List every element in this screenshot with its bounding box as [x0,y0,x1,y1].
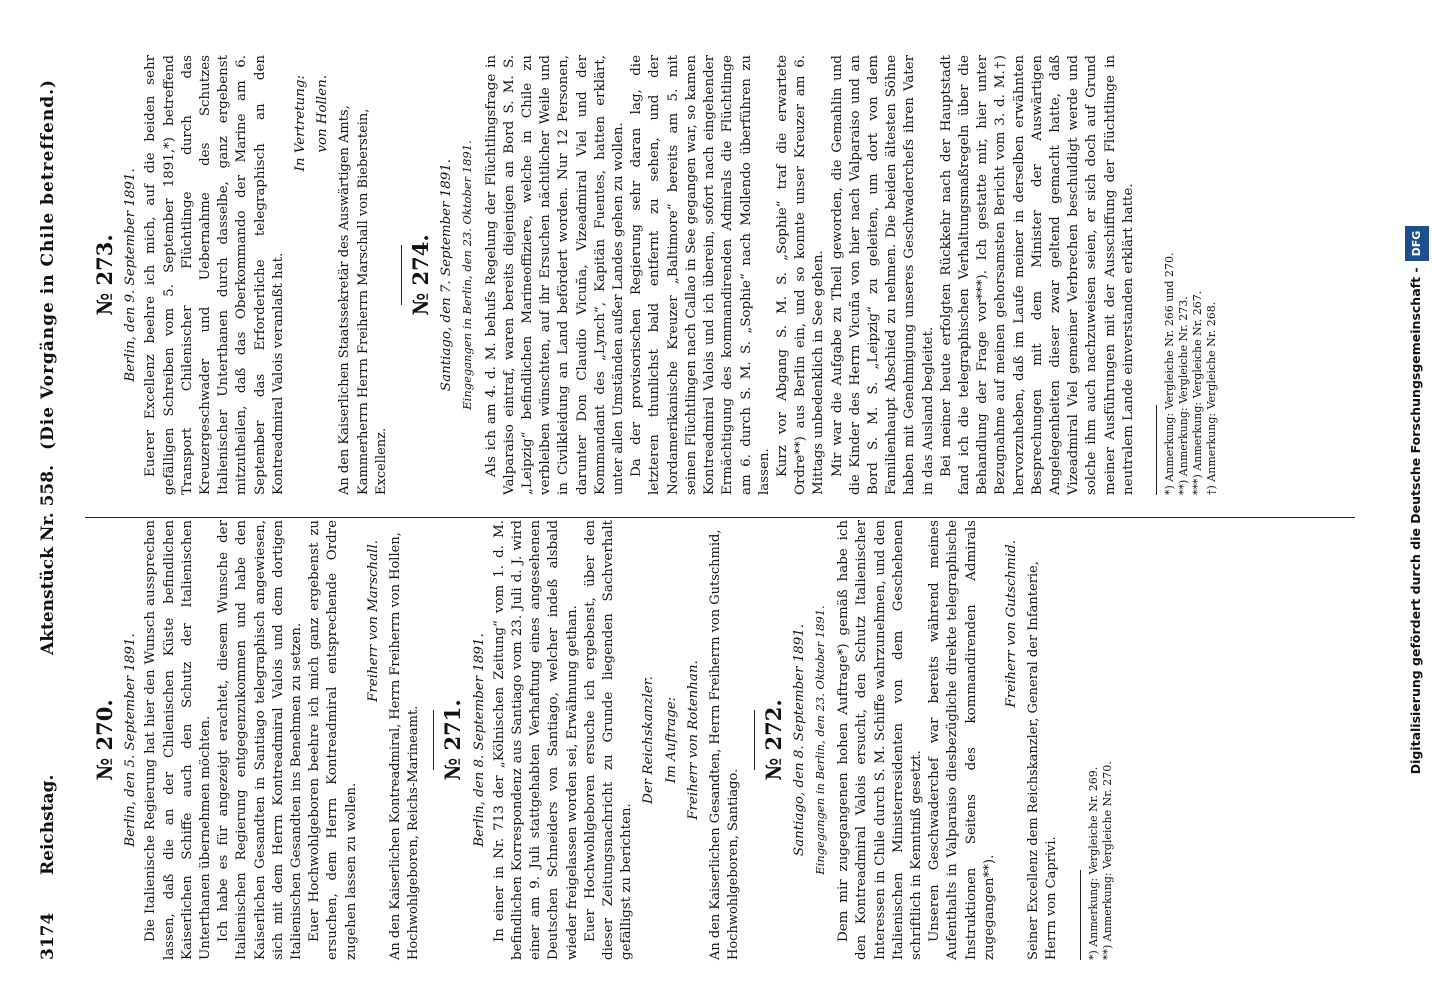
divider [433,710,434,770]
doc-274-paragraph-5: Bei meiner heute erfolgten Rückkehr nach der Hauptstadt fand ich die telegraphischen Verhaltungsmaßregeln über die Behandlung der Frage vor***). Ich gestatte mir, hier unter Bezugnahme auf meinen gehorsamsten Bericht vom 3. d. M.†) hervorzuheben, daß im Laufe meiner in derselben erwähnten Besprechungen mit dem Minister der Auswärtigen Angelegenheiten dieser zwar geltend gemacht hatte, daß Vizeadmiral Viel gemeiner Verbrechen beschuldigt werde und solche ihm auch nachzuweisen seien, er sich doch auf Grund meiner Ausführungen mit der Ausschiffung der Flüchtlinge in neutralem Lande einverstanden erklärt hatte. [938,55,1136,495]
doc-274-footnote-3: ***) Anmerkung: Vergleiche Nr. 267. [1190,290,1204,495]
doc-271-signature-title: Der Reichskanzler. [641,676,657,804]
footnote-divider [1156,405,1157,495]
doc-274-footnote-1: *) Anmerkung: Vergleiche Nr. 266 und 270. [1162,252,1176,495]
doc-273-paragraph-1: Euerer Excellenz beehre ich mich, auf die beiden sehr gefälligen Schreiben vom 5. September 1891,*) betreffend Transport Chilenischer Flüchtlinge durch das Kreuzergeschwader und Uebernahme des Schutzes Italienischer Unterthanen durch dasselbe, ganz ergebenst mitzutheilen, daß das Oberkommando der Marine am 6. September das Erforderliche telegraphisch an den Kontreadmiral Valois veranlaßt hat. [143,55,286,495]
header-reichstag: Reichstag. [38,774,58,875]
doc-270-number: № 270. [92,699,117,781]
doc-273-signature-note: In Vertretung: [293,75,309,172]
doc-270-address: An den Kaiserlichen Kontreadmiral, Herrn Freiherrn von Hollen, Hochwohlgeboren, Reichs-Marineamt. [388,532,422,960]
doc-272-address: Seiner Excellenz dem Reichskanzler, General der Infanterie, Herrn von Caprivi. [1026,561,1060,960]
doc-271-paragraph-1: In einer in Nr. 713 der „Kölnischen Zeitung“ vom 1. d. M. befindlichen Korrespondenz aus Santiago vom 23. Juli d. J. wird einer am 9. Juli stattgehabten Verhaftung eines angesehenen Deutschen Schneiders von Santiago, welcher indeß alsbald wieder freigelassen worden sei, Erwähnung gethan. [491,520,580,960]
doc-270-dateline: Berlin, den 5. September 1891. [123,633,139,847]
doc-272-footnote-1: *) Anmerkung: Vergleiche Nr. 269. [1086,766,1100,960]
divider [401,245,402,305]
doc-274-paragraph-1: Als ich am 4. d. M. behufs Regelung der Flüchtlingsfrage in Valparaiso eintraf, waren bereits diejenigen an Bord S. M. S. „Leipzig“ befindlichen Marineoffiziere, welche in Chile zu verbleiben wünschten, auf ihr Ersuchen nächtlicher Weile und in Civilkleidung an Land befördert worden. Nur 12 Personen, darunter Don Claudio Vicuña, Vizeadmiral Viel und der Kommandant des „Lynch“, Kapitän Fuentes, hatten erklärt, unter allen Umständen außer Landes gehen zu wollen. [483,55,627,495]
doc-272-number: № 272. [760,699,786,781]
doc-270-paragraph-1: Die Italienische Regierung hat hier den Wunsch aussprechen lassen, daß die an der Chilenischen Küste befindlichen Kaiserlichen Schiffe auch den Schutz der Italienischen Unterthanen übernehmen möchten. [143,520,214,960]
doc-271-address: An den Kaiserlichen Gesandten, Herrn Freiherrn von Gutschmid, Hochwohlgeboren, Santiago. [708,529,742,960]
doc-274-dateline: Santiago, den 7. September 1891. [439,158,455,392]
right-column [90,55,1219,495]
doc-273-signature-name: von Hollen. [315,75,331,153]
column-divider [85,517,1355,518]
doc-270-paragraph-3: Euer Hochwohlgeboren beehre ich mich ganz ergebenst zu ersuchen, dem Herrn Kontreadmiral entsprechende Ordre zugehen lassen zu wollen. [307,520,359,960]
doc-271-signature-note: Im Auftrage: [663,696,679,784]
doc-271-number: № 271. [440,699,466,781]
doc-274-paragraph-3: Kurz vor Abgang S. M. S. „Sophie“ traf die erwartete Ordre**) aus Berlin ein, und so konnte unser Kreuzer am 6. Mittags unbedenklich in See gehen. [774,55,827,495]
doc-272-paragraph-2: Unseren Geschwaderchef war bereits während meines Aufenthalts in Valparaiso diesbezügliche direkte telegraphische Instruktionen Seitens des kommandirenden Admirals zugegangen**). [927,520,997,960]
doc-272-dateline: Santiago, den 8. September 1891. [791,623,807,857]
doc-274-number: № 274. [408,234,434,316]
digitization-text: Digitalisierung gefördert durch die Deutsche Forschungsgemeinschaft - [1408,267,1423,775]
digitization-notice [1404,60,1428,940]
header-aktenstueck: Aktenstück Nr. 558. [38,464,58,655]
divider [754,710,755,770]
doc-272-received: Eingegangen in Berlin, den 23. Oktober 1891. [812,605,827,875]
doc-271-dateline: Berlin, den 8. September 1891. [471,633,487,847]
doc-271-paragraph-2: Euer Hochwohlgeboren ersuche ich ergebenst, über den dieser Zeitungsnachricht zu Grunde liegenden Sachverhalt gefälligst zu berichten. [582,520,635,960]
doc-274-paragraph-4: Mir war die Aufgabe zu Theil geworden, die Gemahlin und die Kinder des Herrn Vicuña von hier nach Valparaiso und an Bord S. M. S. „Leipzig“ zu geleiten, um dort von dem Familienhaupt Abschied zu nehmen. Die beiden ältesten Söhne haben mit Genehmigung unseres Geschwaderchefs ihren Vater in das Ausland begleitet. [829,55,936,495]
doc-270-signature: Freiherr von Marschall. [365,540,381,702]
doc-273-dateline: Berlin, den 9. September 1891. [123,168,139,382]
header-topic: (Die Vorgänge in Chile betreffend.) [38,78,58,450]
page-number: 3174 [38,912,58,960]
doc-272-footnote-2: **) Anmerkung: Vergleiche Nr. 270. [1100,761,1114,960]
page-header [30,40,70,960]
doc-274-received: Eingegangen in Berlin, den 23. Oktober 1891. [460,140,475,410]
dfg-logo: DFG [1405,226,1429,262]
doc-272-signature: Freiherr von Gutschmid. [1003,540,1019,708]
doc-271-signature-name: Freiherr von Rotenhan. [685,660,701,820]
doc-273-number: № 273. [92,234,117,316]
left-column [90,520,1115,960]
doc-273-address: An den Kaiserlichen Staatssekretär des Auswärtigen Amts, Kammerherrn Herrn Freiherrn Marschall von Bieberstein, Excellenz. [337,105,389,495]
doc-270-paragraph-2: Ich habe es für angezeigt erachtet, diesem Wunsche der Italienischen Regierung entgegenzukommen und habe den Kaiserlichen Gesandten in Santiago telegraphisch angewiesen, sich mit dem Herrn Kontreadmiral Valois und dem dortigen Italienischen Gesandten ins Benehmen zu setzen. [216,520,305,960]
footnote-divider [1080,870,1081,960]
doc-274-footnote-4: †) Anmerkung: Vergleiche Nr. 268. [1204,301,1218,495]
doc-274-paragraph-2: Da der provisorischen Regierung sehr daran lag, die letzteren thunlichst bald entfernt zu sehen, und der Nordamerikanische Kreuzer „Baltimore“ bereits am 5. mit seinen Flüchtlingen nach Callao in See gegangen war, so kamen Kontreadmiral Valois und ich überein, sofort nach eingehender Ermächtigung des kommandirenden Admirals die Flüchtlinge am 6. durch S. M. S. „Sophie“ nach Mollendo überführen zu lassen. [629,55,772,495]
doc-272-paragraph-1: Dem mir zugegangenen hohen Auftrage*) gemäß habe ich den Kontreadmiral Valois ersucht, den Schutz Italienischer Interessen in Chile durch S. M. Schiffe wahrzunehmen, und den Italienischen Ministerresidenten von dem Geschehenen schriftlich in Kenntniß gesetzt. [836,520,924,960]
doc-274-footnote-2: **) Anmerkung: Vergleiche Nr. 273. [1176,296,1190,495]
